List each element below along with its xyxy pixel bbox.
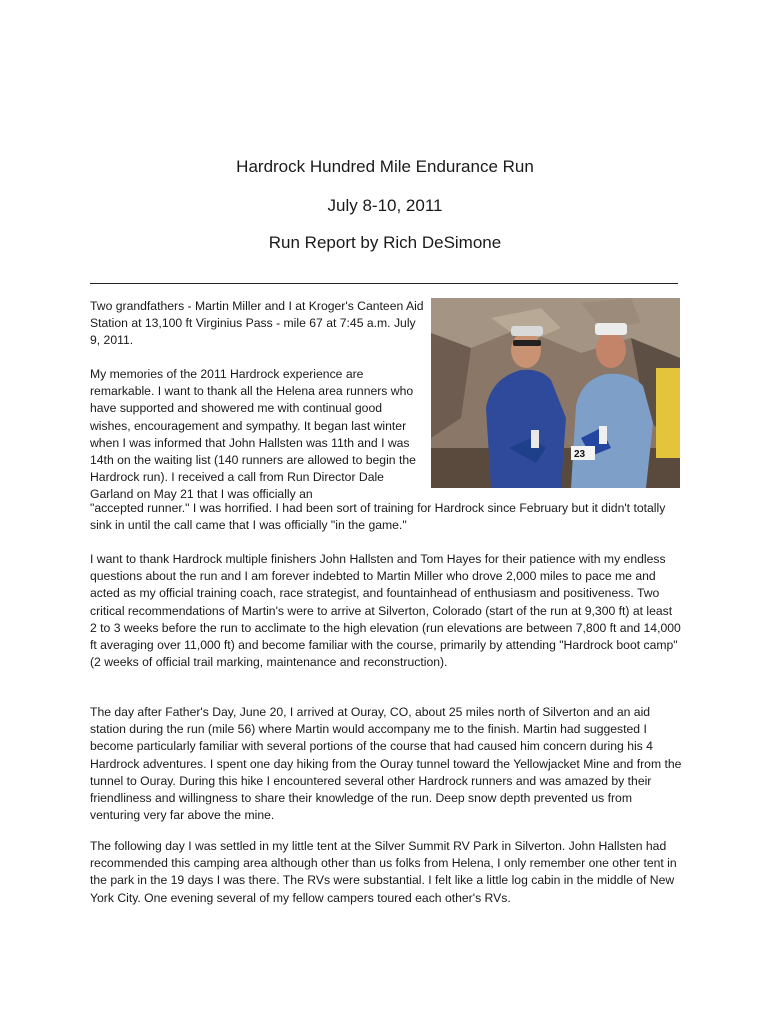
divider-line: [90, 283, 678, 284]
paragraph-tent: The following day I was settled in my little tent at the Silver Summit RV Park in Silverton. John Hallsten had recommended this camping area although other than us folks from Helena, I only remember one other tent in the park in the 19 days I was there. The RVs were substantial. I felt like a little log cabin in the middle of New York City. One evening several of my fellow campers toured each other's RVs.: [90, 839, 677, 905]
runners-photo: [431, 298, 680, 488]
byline: Run Report by Rich DeSimone: [268, 233, 502, 252]
paragraph-thanks: I want to thank Hardrock multiple finishers John Hallsten and Tom Hayes for their patience with my endless questions about the run and I am forever indebted to Martin Miller who drove 2,000 miles to pace me and acted as my official training coach, race strategist, and fountainhead of enthusiasm and positiveness. Two critical recommendations of Martin's were to arrive at Silverton, Colorado (start of the run at 9,300 ft) at least 2 to 3 weeks before the run to acclimate to the high elevation (run elevations are between 7,800 ft and 14,000 ft averaging over 11,000 ft) and become familiar with the course, primarily by attending "Hardrock boot camp" (2 weeks of official trail marking, maintenance and reconstruction).: [90, 552, 681, 670]
event-dates: July 8-10, 2011: [327, 196, 443, 215]
paragraph-fathers-day: The day after Father's Day, June 20, I arrived at Ouray, CO, about 25 miles north of Silverton and an aid station during the run (mile 56) where Martin would accompany me to the finish. Martin had suggested I become particularly familiar with several portions of the course that had caused him concern during his 4 Hardrock adventures. I spent one day hiking from the Ouray tunnel toward the Yellowjacket Mine and from the tunnel to Ouray. During this hike I encountered several other Hardrock runners and was amazed by their friendliness and willingness to share their knowledge of the run. Deep snow depth prevented us from venturing very far above the mine.: [90, 705, 682, 823]
document-title: Hardrock Hundred Mile Endurance Run: [236, 157, 534, 176]
paragraph-memories: My memories of the 2011 Hardrock experience are remarkable. I want to thank all the Helena area runners who have supported and showered me with continual good wishes, encouragement and sympathy. It began last winter when I was informed that John Hallsten was 11th and I was 14th on the waiting list (140 runners are allowed to begin the Hardrock run). I received a call from Run Director Dale Garland on May 21 that I was officially an: [90, 367, 416, 502]
photo-caption: Two grandfathers - Martin Miller and I at Kroger's Canteen Aid Station at 13,100 ft Virginius Pass - mile 67 at 7:45 a.m. July 9, 2011.: [90, 299, 424, 348]
bib-number: 23: [574, 449, 586, 460]
paragraph-memories-continued: "accepted runner." I was horrified. I had been sort of training for Hardrock since February but it didn't totally sink in until the call came that I was officially "in the game.": [90, 501, 666, 533]
